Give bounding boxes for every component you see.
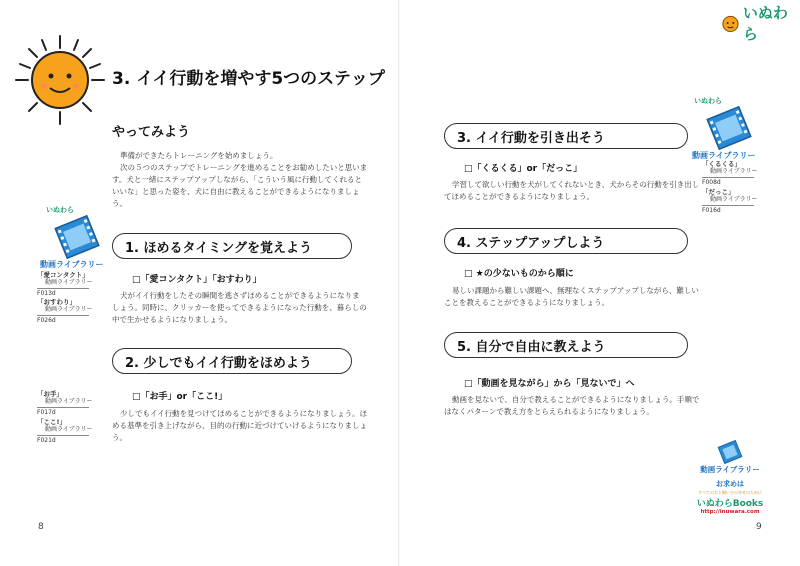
ad-books: いぬわらBooks [696,499,764,509]
note-title: 「ここ!」 [37,418,66,426]
section-line: 易しい課題から難しい課題へ、無理なくステップアップしながら、難しい [452,286,699,295]
section-line: 少しでもイイ行動を見つけてほめることができるようになりましょう。ほ [120,409,368,418]
note-divider [37,435,89,436]
section-5-text [444,394,704,418]
intro-text [112,150,372,210]
note-code: F026d [37,317,56,324]
note-code: F013d [37,290,56,297]
section-4-sub: □ ★の少ないものから順に [464,269,574,279]
section-3-sub: □「くるくる」or「だっこ」 [464,164,583,174]
side-note[interactable] [37,390,93,417]
note-title: 「おすわり」 [37,298,76,306]
note-code: F008d [702,179,721,186]
note-code: F021d [37,437,56,444]
side-note[interactable] [702,188,758,215]
section-4-title: 4. ステップアップしよう [444,228,688,254]
page-number: 8 [38,522,44,532]
section-1-text [112,290,372,326]
section-3-title: 3. イイ行動を引き出そう [444,123,688,149]
brand-name: いぬわら [742,4,788,43]
section-line: はなくパターンで教え方をとらえられるようになりましょう。 [444,407,654,416]
section-line: 中で生かせるようになりましょう。 [112,315,232,324]
note-code: F017d [37,409,56,416]
note-library: 動画ライブラリー [710,168,758,175]
video-library-badge[interactable] [40,205,112,270]
film-strip-icon [717,440,743,464]
section-line: ことを教えることができるようになりましょう。 [444,298,609,307]
video-library-badge[interactable] [692,96,772,161]
section-1-title: 1. ほめるタイミングを覚えよう [112,233,352,259]
intro-line: 次の５つのステップでトレーニングを進めることをお勧めしたいと思いま [120,163,368,172]
section-line: める基準を引き上げながら、目的の行動に近づけていけるようになりましょ [112,421,367,430]
section-line: 学習して欲しい行動を犬がしてくれないとき、犬からその行動を引き出し [452,180,700,189]
note-divider [37,407,89,408]
intro-line: 準備ができたらトレーニングを始めましょう。 [120,151,278,160]
ad-label: 動画ライブラリー [700,465,760,474]
side-note[interactable] [37,271,93,298]
note-code: F016d [702,207,721,214]
note-divider [702,177,754,178]
page-title: 3. イイ行動を増やす5つのステップ [112,69,385,89]
section-4-text [444,285,704,309]
note-title: 「だっこ」 [702,188,735,196]
side-note[interactable] [37,298,93,325]
side-note[interactable] [37,418,93,445]
section-2-sub: □「お手」or「ここ!」 [132,392,228,402]
section-1-sub: □「愛コンタクト」「おすわり」 [132,275,262,285]
ad-sub: お求めは [716,480,744,488]
note-divider [37,315,89,316]
intro-line: いいな」と思った姿を、犬に自由に教えることができるようになりましょう。 [112,187,360,208]
note-divider [702,205,754,206]
sun-mascot-icon [12,32,108,128]
film-strip-icon [54,215,100,259]
dog-mascot-icon [720,13,741,33]
ad-tagline: すべての犬と飼い主の幸せのために [698,490,762,495]
brand-logo[interactable] [720,2,800,44]
film-strip-icon [706,106,752,150]
section-line: う。 [112,433,127,442]
section-line: 動画を見ないで、自分で教えることができるようになりましょう。手順で [452,395,700,404]
note-divider [37,288,89,289]
section-2-text [112,408,372,444]
note-title: 「くるくる」 [702,160,741,168]
note-title: 「愛コンタクト」 [37,271,89,279]
ad-url[interactable]: http://inuwara.com [700,509,760,515]
section-5-title: 5. 自分で自由に教えよう [444,332,688,358]
section-line: しょう。同時に、クリッカーを使ってできるようになった行動を、暮らしの [112,303,367,312]
note-library: 動画ライブラリー [45,306,93,313]
video-library-label: 動画ライブラリー [692,151,756,160]
intro-line: す。犬と一緒にステップアップしながら、「こういう風に行動してくれると [112,175,362,184]
right-page [400,0,800,566]
library-ad[interactable] [680,440,780,515]
section-5-sub: □「動画を見ながら」から「見ないで」へ [464,379,635,389]
section-2-title: 2. 少しでもイイ行動をほめよう [112,348,352,374]
intro-heading: やってみよう [112,125,191,140]
brand-label: いぬわら [694,97,722,105]
section-line: てほめることができるようになりましょう。 [444,192,594,201]
section-3-text [444,179,704,203]
side-note[interactable] [702,160,758,187]
note-library: 動画ライブラリー [710,196,758,203]
brand-label: いぬわら [46,206,74,214]
note-title: 「お手」 [37,390,63,398]
note-library: 動画ライブラリー [45,426,93,433]
section-line: 犬がイイ行動をしたその瞬間を逃さずほめることができるようになりま [120,291,360,300]
note-library: 動画ライブラリー [45,398,93,405]
note-library: 動画ライブラリー [45,279,93,286]
video-library-label: 動画ライブラリー [40,260,104,269]
page-number: 9 [756,522,762,532]
